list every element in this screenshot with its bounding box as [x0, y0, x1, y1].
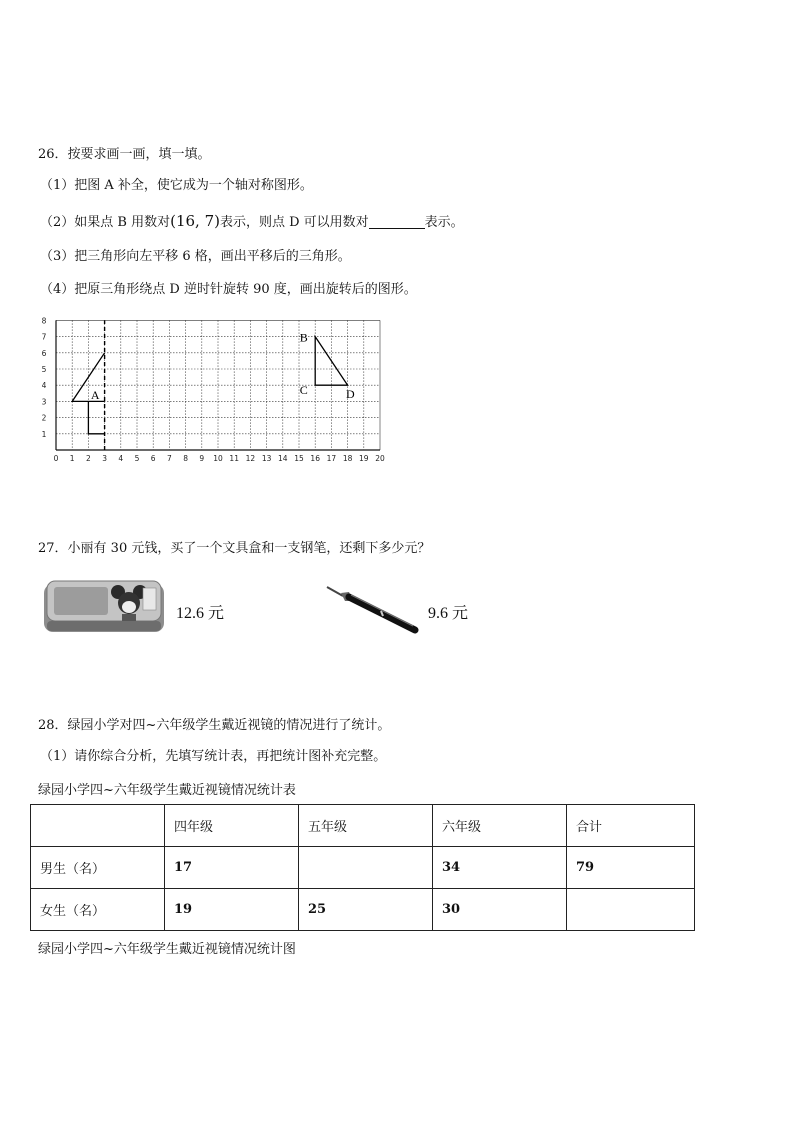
q28-title: 28．绿园小学对四~六年级学生戴近视镜的情况进行了统计。 [38, 718, 391, 733]
q26-part4: （4）把原三角形绕点 D 逆时针旋转 90 度，画出旋转后的图形。 [40, 282, 417, 297]
q27-title: 27．小丽有 30 元钱，买了一个文具盒和一支钢笔，还剩下多少元？ [38, 541, 431, 556]
y-tick-label: 8 [41, 316, 47, 326]
q26-part2-pre: （2）如果点 B 用数对 [40, 215, 171, 230]
table-caption: 绿园小学四~六年级学生戴近视镜情况统计表 [38, 783, 296, 798]
x-tick-label: 20 [375, 454, 385, 463]
x-tick-label: 13 [261, 454, 272, 463]
y-tick-label: 2 [41, 413, 47, 423]
x-tick-label: 9 [199, 454, 205, 463]
q28-part1: （1）请你综合分析，先填写统计表，再把统计图补充完整。 [40, 749, 387, 764]
grid-svg [36, 312, 396, 470]
table-row [31, 889, 695, 931]
y-tick-label: 4 [41, 381, 47, 391]
y-tick-label: 7 [41, 332, 47, 342]
table-cell: 17 [165, 847, 299, 889]
table-cell: 25 [299, 889, 433, 931]
x-tick-label: 16 [310, 454, 320, 463]
label-c: C [299, 383, 308, 398]
x-tick-label: 11 [229, 454, 239, 463]
pencil-case-price: 12.6 元 [176, 605, 225, 622]
x-tick-label: 5 [134, 454, 140, 463]
x-tick-label: 17 [326, 454, 337, 463]
x-tick-label: 3 [102, 454, 107, 463]
table-header-cell: 四年级 [165, 805, 299, 847]
x-tick-label: 7 [167, 454, 172, 463]
table-header-cell [31, 805, 165, 847]
table-cell: 34 [433, 847, 567, 889]
label-a: A [90, 387, 100, 402]
coordinate-grid [36, 312, 396, 470]
pencil-case-image [42, 578, 166, 636]
y-tick-label: 3 [41, 397, 47, 407]
x-tick-label: 15 [294, 454, 304, 463]
table-header-row [31, 805, 695, 847]
q26-part2 [40, 212, 464, 232]
q26-part2-post: 表示。 [424, 215, 464, 230]
chart-caption: 绿园小学四~六年级学生戴近视镜情况统计图 [38, 942, 296, 957]
x-tick-label: 10 [213, 454, 223, 463]
x-tick-label: 12 [245, 454, 256, 463]
row-label: 女生（名） [31, 889, 165, 931]
pen-price: 9.6 元 [428, 605, 469, 622]
table-header-cell: 五年级 [299, 805, 433, 847]
x-tick-label: 1 [69, 454, 75, 463]
table-cell: 19 [165, 889, 299, 931]
x-tick-label: 14 [278, 454, 288, 463]
row-label: 男生（名） [31, 847, 165, 889]
table-cell: 79 [567, 847, 695, 889]
x-tick-label: 19 [359, 454, 369, 463]
q26-coordinate: (16, 7) [170, 212, 220, 230]
statistics-table [30, 804, 695, 931]
table-header-cell: 合计 [567, 805, 695, 847]
label-d: D [345, 387, 355, 402]
table-cell-blank[interactable] [567, 889, 695, 931]
x-tick-label: 0 [53, 454, 59, 463]
table-cell: 30 [433, 889, 567, 931]
x-tick-label: 4 [118, 454, 124, 463]
q26-part1: （1）把图 A 补全，使它成为一个轴对称图形。 [40, 178, 313, 193]
table-cell-blank[interactable] [299, 847, 433, 889]
y-tick-label: 6 [41, 348, 47, 358]
x-tick-label: 8 [183, 454, 188, 463]
table-row [31, 847, 695, 889]
table-header-cell: 六年级 [433, 805, 567, 847]
answer-blank[interactable] [369, 214, 425, 229]
q26-part2-mid: 表示，则点 D 可以用数对 [219, 215, 369, 230]
y-tick-label: 5 [41, 365, 47, 374]
y-tick-label: 1 [41, 429, 47, 439]
label-b: B [299, 330, 308, 345]
pen-image [323, 583, 423, 639]
q26-title: 26．按要求画一画，填一填。 [38, 147, 211, 162]
x-tick-label: 2 [86, 454, 91, 463]
x-tick-label: 18 [342, 454, 353, 463]
x-tick-label: 6 [150, 454, 156, 463]
q26-part3: （3）把三角形向左平移 6 格，画出平移后的三角形。 [40, 249, 351, 264]
